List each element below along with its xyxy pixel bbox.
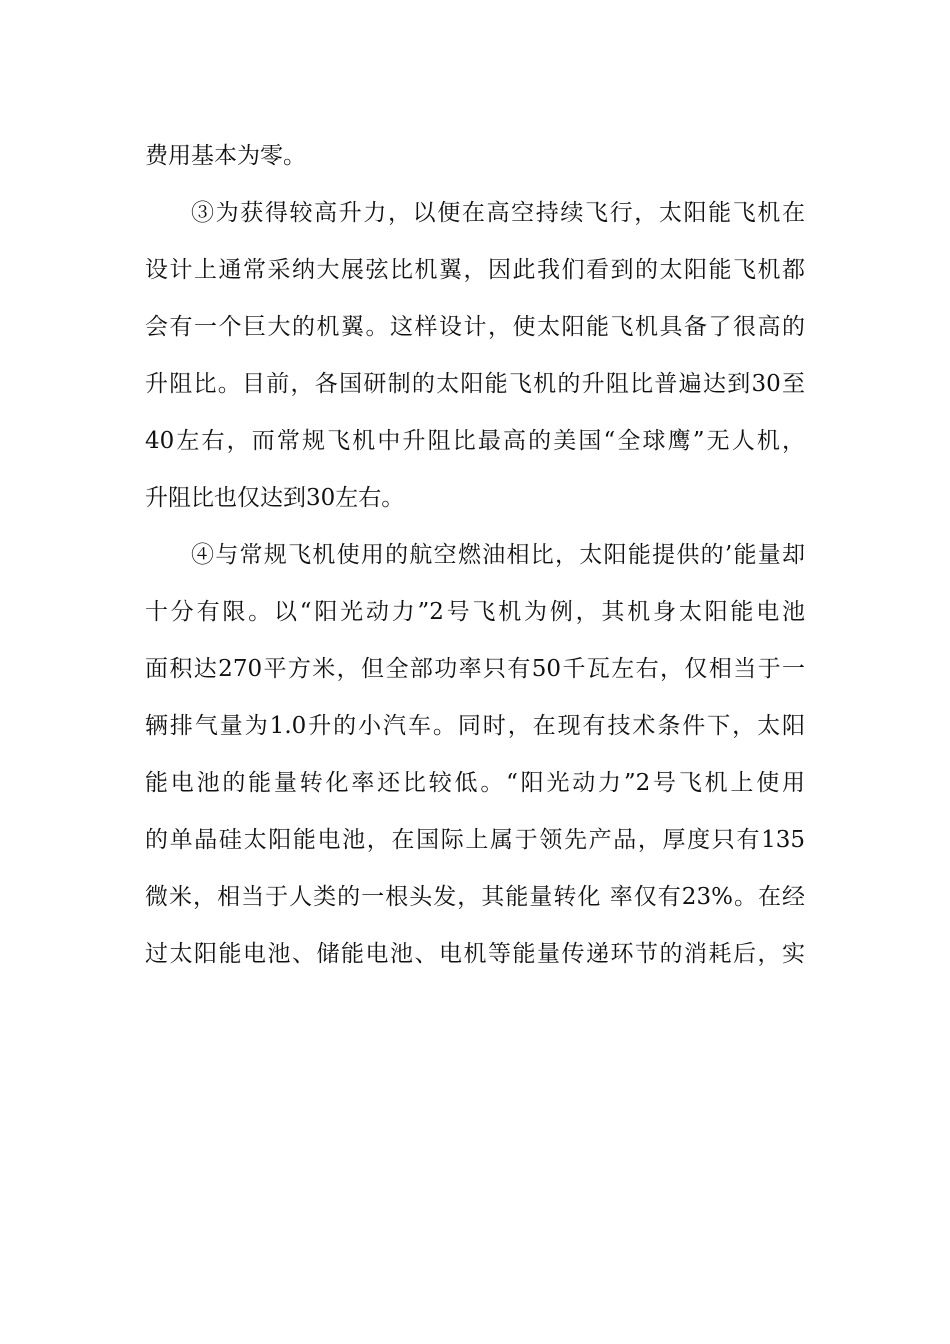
text-line: 设计上通常采纳大展弦比机翼，因此我们看到的太阳能飞机都 [145, 257, 805, 283]
text-line: 微米，相当于人类的一根头发，其能量转化 率仅有23%。在经 [145, 884, 805, 910]
text-line: 辆排气量为1.0升的小汽车。同时，在现有技术条件下，太阳 [145, 713, 805, 739]
text-line: 过太阳能电池、储能电池、电机等能量传递环节的消耗后，实 [145, 941, 805, 967]
text-line: 费用基本为零。 [145, 143, 306, 169]
text-line: 升阻比。目前，各国研制的太阳能飞机的升阻比普遍达到30至 [145, 371, 805, 397]
text-line: 能电池的能量转化率还比较低。“阳光动力”2号飞机上使用 [145, 770, 805, 796]
paragraph-3-first-line: ③为获得较高升力，以便在高空持续飞行，太阳能飞机在 [191, 200, 805, 226]
text-line: 的单晶硅太阳能电池，在国际上属于领先产品，厚度只有135 [145, 827, 805, 853]
paragraph-4-first-line: ④与常规飞机使用的航空燃油相比，太阳能提供的’能量却 [191, 542, 805, 568]
text-line: 升阻比也仅达到30左右。 [145, 485, 405, 511]
text-line: 会有一个巨大的机翼。这样设计，使太阳能飞机具备了很高的 [145, 314, 805, 340]
text-line: 十分有限。以“阳光动力”2号飞机为例，其机身太阳能电池 [145, 599, 805, 625]
text-line: 40左右，而常规飞机中升阻比最高的美国“全球鹰”无人机， [145, 428, 805, 454]
body-text [145, 128, 805, 983]
text-line: 面积达270平方米，但全部功率只有50千瓦左右，仅相当于一 [145, 656, 805, 682]
